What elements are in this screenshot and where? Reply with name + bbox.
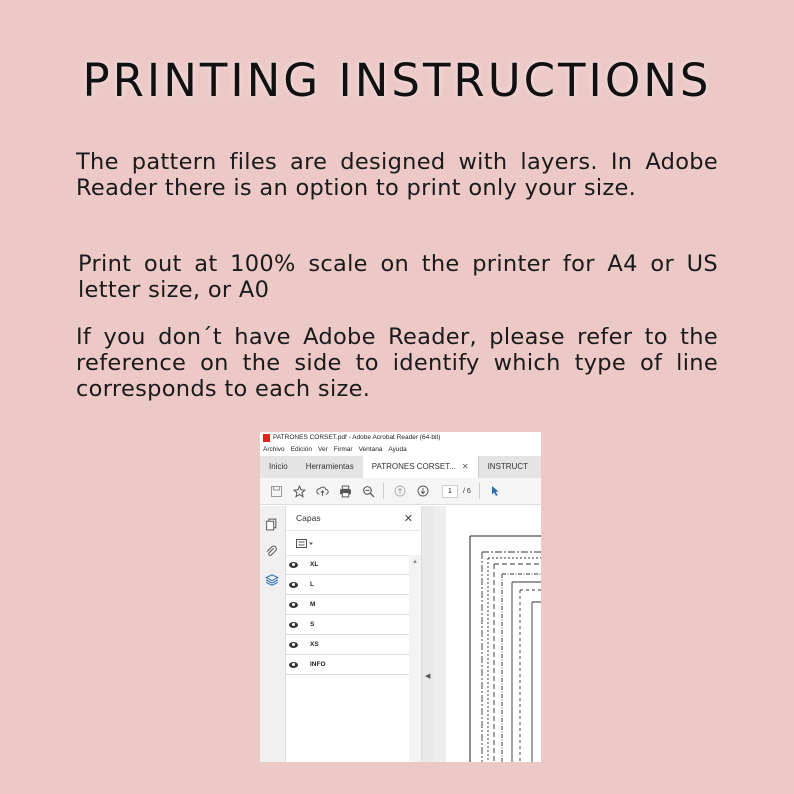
layer-label: L bbox=[310, 581, 314, 588]
instruction-no-reader: If you don´t have Adobe Reader, please refer to the reference on the side to identify which type of line corresponds to each size. bbox=[76, 324, 718, 402]
eye-icon[interactable] bbox=[289, 662, 298, 668]
reader-body bbox=[260, 506, 541, 762]
menu-archivo[interactable]: Archivo bbox=[263, 446, 285, 453]
window-title: PATRONES CORSET.pdf - Adobe Acrobat Reader (64-bit) bbox=[273, 434, 441, 441]
layers-panel bbox=[286, 506, 422, 762]
layer-row-xl[interactable] bbox=[286, 555, 409, 575]
layer-row-m[interactable] bbox=[286, 595, 409, 615]
tab-herramientas[interactable]: Herramientas bbox=[305, 462, 354, 471]
toolbar-divider bbox=[479, 483, 480, 499]
layer-list bbox=[286, 555, 409, 675]
page-up-icon[interactable] bbox=[393, 484, 407, 498]
layers-options[interactable] bbox=[286, 531, 421, 556]
navigation-rail bbox=[260, 506, 286, 762]
pdf-page bbox=[446, 506, 541, 762]
zoom-out-icon[interactable] bbox=[361, 484, 375, 498]
layers-panel-title: Capas bbox=[296, 513, 321, 523]
instruction-layers: The pattern files are designed with layers. In Adobe Reader there is an option to print only your size. bbox=[76, 149, 718, 201]
layer-row-s[interactable] bbox=[286, 615, 409, 635]
window-titlebar bbox=[260, 432, 541, 444]
layer-label: INFO bbox=[310, 661, 326, 668]
eye-icon[interactable] bbox=[289, 622, 298, 628]
layer-label: M bbox=[310, 601, 316, 608]
inner-line bbox=[532, 602, 541, 762]
menu-edicion[interactable]: Edición bbox=[290, 446, 313, 453]
select-cursor-icon[interactable] bbox=[489, 484, 503, 498]
eye-icon[interactable] bbox=[289, 562, 298, 568]
close-icon[interactable]: ✕ bbox=[403, 512, 413, 525]
tab-close-icon[interactable]: ✕ bbox=[461, 462, 469, 471]
panel-collapse-handle[interactable] bbox=[422, 506, 434, 762]
scroll-up-icon[interactable]: ▲ bbox=[412, 559, 418, 565]
layer-row-xs[interactable] bbox=[286, 635, 409, 655]
pattern-preview bbox=[446, 506, 541, 762]
eye-icon[interactable] bbox=[289, 602, 298, 608]
page-frame bbox=[470, 536, 541, 762]
page-down-icon[interactable] bbox=[416, 484, 430, 498]
menu-bar bbox=[260, 444, 541, 456]
page-number-input[interactable]: 1 bbox=[442, 485, 458, 498]
layers-panel-header bbox=[286, 506, 421, 531]
document-view[interactable] bbox=[434, 506, 541, 762]
print-icon[interactable] bbox=[338, 484, 352, 498]
star-icon[interactable] bbox=[292, 484, 306, 498]
upload-icon[interactable] bbox=[315, 484, 329, 498]
acrobat-screenshot bbox=[260, 432, 541, 762]
layer-row-info[interactable] bbox=[286, 655, 409, 675]
pdf-icon bbox=[263, 434, 270, 442]
tab-patrones-corset[interactable] bbox=[363, 456, 478, 478]
eye-icon[interactable] bbox=[289, 582, 298, 588]
tab-inicio[interactable]: Inicio bbox=[269, 462, 288, 471]
attachment-icon[interactable] bbox=[265, 545, 279, 559]
collapse-arrow-icon[interactable]: ◀ bbox=[425, 673, 431, 680]
page-total: / 6 bbox=[463, 487, 471, 495]
options-menu-icon[interactable] bbox=[296, 539, 314, 548]
menu-ayuda[interactable]: Ayuda bbox=[388, 446, 407, 453]
layer-row-l[interactable] bbox=[286, 575, 409, 595]
layer-label: S bbox=[310, 621, 315, 628]
tab-patrones-label: PATRONES CORSET... bbox=[371, 462, 456, 471]
toolbar-divider bbox=[383, 483, 384, 499]
l-line bbox=[488, 558, 541, 762]
layers-icon[interactable] bbox=[265, 573, 279, 587]
eye-icon[interactable] bbox=[289, 642, 298, 648]
toolbar bbox=[260, 478, 541, 505]
layer-label: XL bbox=[310, 561, 319, 568]
xs-line bbox=[512, 582, 541, 762]
menu-firmar[interactable]: Firmar bbox=[333, 446, 353, 453]
info-line bbox=[520, 590, 541, 762]
page-title: PRINTING INSTRUCTIONS bbox=[82, 54, 712, 107]
pages-icon[interactable] bbox=[265, 518, 279, 532]
menu-ventana[interactable]: Ventana bbox=[358, 446, 383, 453]
menu-ver[interactable]: Ver bbox=[318, 446, 328, 453]
instruction-scale: Print out at 100% scale on the printer for A4 or US letter size, or A0 bbox=[78, 251, 718, 303]
m-line bbox=[494, 564, 541, 762]
tab-bar bbox=[260, 456, 541, 478]
tab-instruct[interactable]: INSTRUCT bbox=[478, 456, 537, 478]
layer-label: XS bbox=[310, 641, 319, 648]
layers-scrollbar[interactable] bbox=[409, 555, 421, 762]
save-icon[interactable] bbox=[269, 484, 283, 498]
